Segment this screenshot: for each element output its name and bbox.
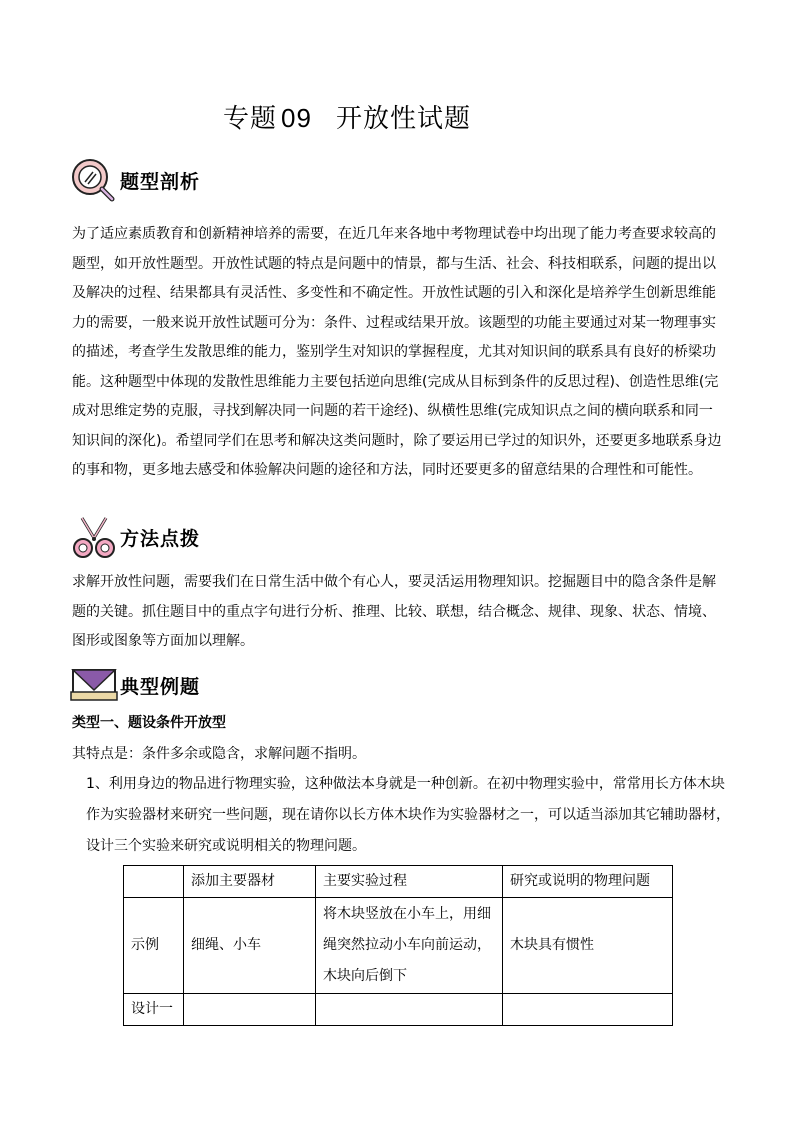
header-cell: 研究或说明的物理问题 bbox=[503, 866, 673, 898]
process-line: 绳突然拉动小车向前运动， bbox=[323, 937, 491, 953]
section-analysis-header bbox=[68, 155, 200, 205]
section-examples-header bbox=[68, 660, 200, 710]
type1-heading: 类型一、题设条件开放型 bbox=[72, 715, 226, 731]
title-number: 09 bbox=[281, 103, 312, 133]
section-title: 方法点拨 bbox=[120, 527, 201, 550]
title-prefix: 专题 bbox=[223, 104, 278, 134]
issue-cell bbox=[503, 994, 673, 1026]
materials-cell: 细绳、小车 bbox=[184, 898, 316, 994]
envelope-icon bbox=[68, 662, 120, 708]
materials-cell bbox=[184, 994, 316, 1026]
method-paragraph bbox=[72, 568, 724, 657]
text-line: 求解开放性问题，需要我们在日常生活中做个有心人，要灵活运用物理知识。挖掘题目中的隐含条件是解 bbox=[72, 574, 716, 590]
text-line: 的描述，考查学生发散思维的能力，鉴别学生对知识的掌握程度，尤其对知识间的联系具有良好的桥梁功 bbox=[72, 344, 716, 360]
process-cell bbox=[316, 898, 503, 994]
analysis-paragraph bbox=[72, 220, 724, 486]
issue-cell: 木块具有惯性 bbox=[503, 898, 673, 994]
text-line: 及解决的过程、结果都具有灵活性、多变性和不确定性。开放性试题的引入和深化是培养学生创新思维能 bbox=[72, 285, 716, 301]
header-cell: 添加主要器材 bbox=[184, 866, 316, 898]
question-line: 1、利用身边的物品进行物理实验，这种做法本身就是一种创新。在初中物理实验中，常常用长方体木块 bbox=[86, 776, 725, 792]
text-line: 知识间的深化)。希望同学们在思考和解决这类问题时，除了要运用已学过的知识外，还要更多地联系身边 bbox=[72, 432, 722, 449]
text-line: 题的关键。抓住题目中的重点字句进行分析、推理、比较、联想，结合概念、规律、现象、状态、情境、 bbox=[72, 603, 716, 620]
header-cell bbox=[124, 866, 184, 898]
process-line: 木块向后倒下 bbox=[323, 968, 407, 984]
header-cell: 主要实验过程 bbox=[316, 866, 503, 898]
process-cell bbox=[316, 994, 503, 1026]
question-line: 作为实验器材来研究一些问题，现在请你以长方体木块作为实验器材之一，可以适当添加其它辅助器材， bbox=[86, 807, 730, 823]
text-line: 的事和物，更多地去感受和体验解决问题的途径和方法，同时还要更多的留意结果的合理性和可能性。 bbox=[72, 462, 702, 478]
text-line: 力的需要，一般来说开放性试题可分为：条件、过程或结果开放。该题型的功能主要通过对某一物理事实 bbox=[72, 314, 716, 331]
scissors-icon bbox=[68, 514, 120, 560]
experiment-table bbox=[123, 865, 673, 1026]
section-title: 典型例题 bbox=[120, 675, 201, 698]
section-method-header bbox=[68, 512, 200, 562]
row-label: 设计一 bbox=[124, 994, 184, 1026]
page-title bbox=[0, 98, 744, 135]
type1-feature: 其特点是：条件多余或隐含，求解问题不指明。 bbox=[72, 746, 366, 762]
table-row bbox=[124, 898, 673, 994]
text-line: 题型，如开放性题型。开放性试题的特点是问题中的情景，都与生活、社会、科技相联系，问题的提出以 bbox=[72, 255, 716, 272]
text-line: 为了适应素质教育和创新精神培养的需要，在近几年来各地中考物理试卷中均出现了能力考查要求较高的 bbox=[72, 226, 716, 242]
title-text: 开放性试题 bbox=[335, 104, 471, 134]
question-line: 设计三个实验来研究或说明相关的物理问题。 bbox=[86, 838, 366, 854]
question-1 bbox=[86, 769, 730, 862]
text-line: 能。这种题型中体现的发散性思维能力主要包括逆向思维(完成从目标到条件的反思过程)、创造性思维(完 bbox=[72, 373, 719, 390]
row-label: 示例 bbox=[124, 898, 184, 994]
magnifier-icon bbox=[68, 157, 120, 203]
process-line: 将木块竖放在小车上，用细 bbox=[323, 906, 491, 922]
text-line: 成对思维定势的克服，寻找到解决同一问题的若干途经)、纵横性思维(完成知识点之间的横向联系和同一 bbox=[72, 403, 713, 419]
text-line: 图形或图象等方面加以理解。 bbox=[72, 633, 254, 649]
table-header-row bbox=[124, 866, 673, 898]
section-title: 题型剖析 bbox=[120, 170, 201, 193]
table-row bbox=[124, 994, 673, 1026]
